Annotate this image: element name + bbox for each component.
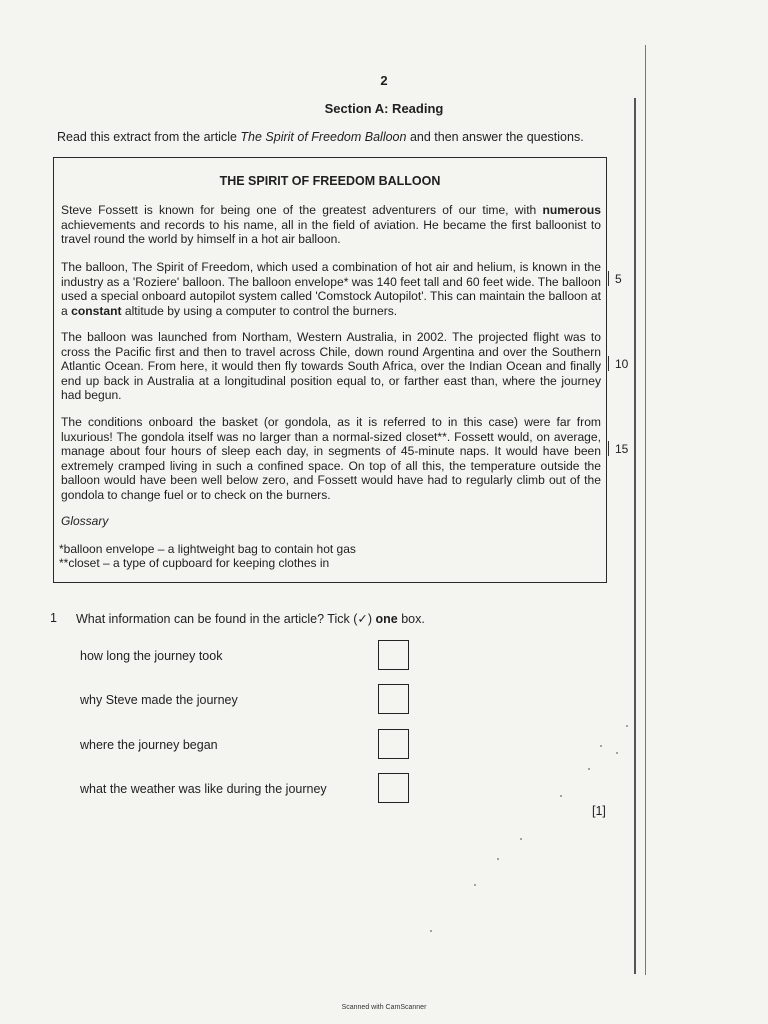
extract-paragraph-3: The balloon was launched from Northam, Western Australia, in 2002. The projected flight was to cross the Pacific first and then to travel across Chile, down round Argentina and over the Southern Atlantic Ocean. From here, it would then fly towards South Africa, over the Indian Ocean and finally end up back in Australia at a longitudinal position equal to, or farther east than, where the journey had begun. [61,330,601,403]
scan-speck [626,725,628,727]
tick-box-option-2[interactable] [378,684,409,714]
section-title: Section A: Reading [324,101,444,116]
article-title-reference: The Spirit of Freedom Balloon [240,130,407,144]
paragraph-2-text-b: altitude by using a computer to control the burners. [121,303,398,318]
line-number-5: 5 [615,272,622,286]
scan-speck [560,795,562,797]
line-number-divider [608,441,609,456]
line-number-divider [608,356,609,371]
paragraph-1-bold-word: numerous [542,203,601,217]
scan-speck [430,930,432,932]
tick-box-option-3[interactable] [378,729,409,759]
paragraph-2-text-a: The balloon, The Spirit of Freedom, which used a combination of hot air and helium, is known in the industry as a 'Roziere' balloon. The balloon envelope* was 140 feet tall and 60 feet wide. The balloon used a special onboard autopilot system called 'Comstock Autopilot'. This can maintain the balloon at a [61,260,602,318]
page-number: 2 [380,73,388,88]
line-number-15: 15 [615,442,629,456]
scan-speck [600,745,602,747]
scan-speck [497,858,499,860]
scan-speck [616,752,618,754]
margin-rule [645,45,646,975]
line-number-divider [608,271,609,286]
question-marks: [1] [592,804,606,818]
instructions-text-before: Read this extract from the article [57,130,241,144]
question-text-bold: one [375,612,398,626]
paragraph-1-text-b: achievements and records to his name, all in the field of aviation. He became the first balloonist to travel round the world by himself in a hot air balloon. [61,217,601,247]
question-text [76,611,425,626]
option-label-1: how long the journey took [80,649,223,663]
question-text-b: box. [397,612,425,626]
extract-paragraph-1 [61,203,601,247]
line-number-10: 10 [615,357,629,371]
question-text-a: What information can be found in the article? Tick (✓) [76,612,376,626]
glossary-item: **closet – a type of cupboard for keeping clothes in [59,556,330,570]
tick-box-option-4[interactable] [378,773,409,803]
scan-speck [588,768,590,770]
extract-paragraph-4: The conditions onboard the basket (or gondola, as it is referred to in this case) were far from luxurious! The gondola itself was no larger than a normal-sized closet**. Fossett would, on average, manage about four hours of sleep each day, in segments of 45-minute naps. It would have been extremely cramped living in such a confined space. On top of all this, the temperature outside the balloon would have been well below zero, and Fossett would have had to regularly climb out of the gondola to change fuel or to check on the burners. [61,415,601,502]
question-number: 1 [50,611,57,625]
option-label-4: what the weather was like during the journey [80,782,327,796]
paragraph-2-bold-word: constant [71,303,122,318]
scan-speck [520,838,522,840]
instructions-text-after: and then answer the questions. [406,130,584,144]
extract-paragraph-2 [61,260,601,318]
option-label-2: why Steve made the journey [80,693,238,707]
paragraph-1-text-a: Steve Fossett is known for being one of the greatest adventurers of our time, with [61,203,543,217]
glossary-heading: Glossary [61,514,109,528]
scanner-watermark: Scanned with CamScanner [341,1004,427,1011]
margin-rule [634,98,636,974]
scan-speck [474,884,476,886]
tick-box-option-1[interactable] [378,640,409,670]
option-label-3: where the journey began [80,738,218,752]
reading-instructions [57,130,584,144]
glossary-item: *balloon envelope – a lightweight bag to contain hot gas [59,542,356,556]
extract-title: THE SPIRIT OF FREEDOM BALLOON [219,174,441,188]
